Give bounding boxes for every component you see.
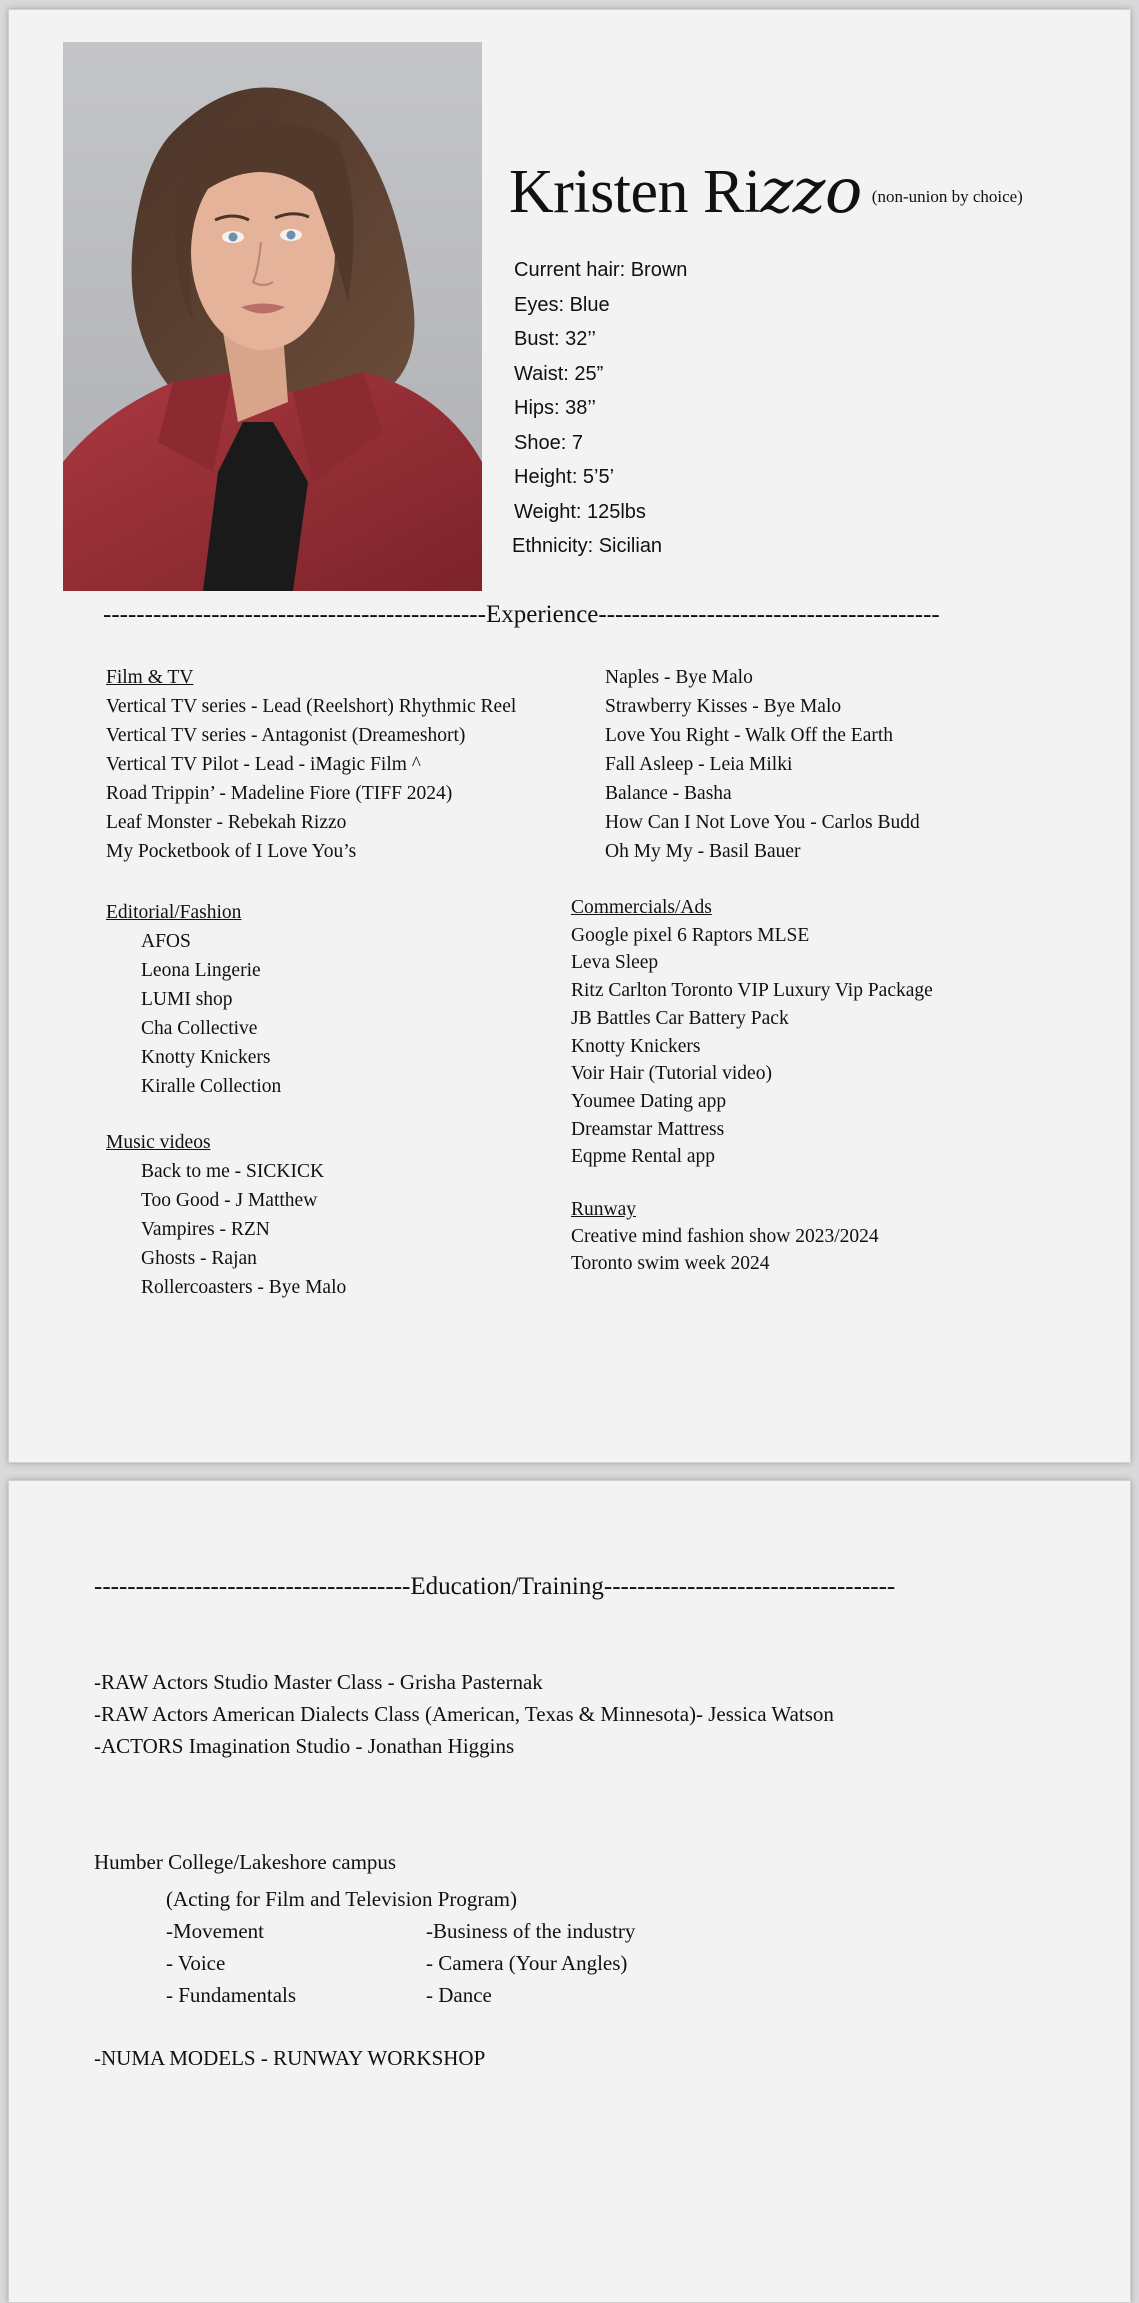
list-item: - Fundamentals [166, 1983, 297, 2007]
list-item: -Business of the industry [426, 1919, 636, 1943]
commercials-section [571, 894, 933, 1171]
humber-college-name: Humber College/Lakeshore campus [94, 1850, 397, 1874]
list-item: Vampires - RZN [141, 1219, 270, 1240]
list-item: Voir Hair (Tutorial video) [571, 1063, 772, 1085]
stat-bust: Bust: 32’’ [514, 328, 596, 350]
list-item: Dreamstar Mattress [571, 1118, 725, 1140]
stat-eyes: Eyes: Blue [514, 293, 610, 316]
numa-workshop [94, 2042, 485, 2074]
list-item: Google pixel 6 Raptors MLSE [571, 924, 810, 946]
list-item: Strawberry Kisses - Bye Malo [605, 696, 842, 717]
list-item: Ghosts - Rajan [141, 1248, 257, 1269]
list-item: Vertical TV series - Antagonist (Dreameshort) [106, 725, 466, 746]
list-item: How Can I Not Love You - Carlos Budd [605, 812, 920, 833]
list-item: -ACTORS Imagination Studio - Jonathan Higgins [94, 1734, 515, 1758]
editorial-section [106, 898, 281, 1101]
list-item: JB Battles Car Battery Pack [571, 1007, 789, 1029]
list-item: Road Trippin’ - Madeline Fiore (TIFF 2024) [106, 783, 453, 804]
list-item: AFOS [141, 931, 191, 952]
list-item: - Camera (Your Angles) [426, 1951, 628, 1975]
runway-heading: Runway [571, 1199, 636, 1220]
experience-divider: ----------------------------------------------Experience----------------------------------------- [103, 601, 940, 628]
list-item: -RAW Actors Studio Master Class - Grisha Pasternak [94, 1670, 543, 1694]
numa-line: -NUMA MODELS - RUNWAY WORKSHOP [94, 2046, 486, 2070]
list-item: Vertical TV Pilot - Lead - iMagic Film ^ [106, 754, 421, 775]
music-videos-section [106, 1128, 346, 1302]
list-item: Fall Asleep - Leia Milki [605, 754, 793, 775]
headshot-photo [63, 42, 482, 591]
union-note: (non-union by choice) [871, 187, 1023, 206]
film-tv-section [106, 663, 516, 866]
list-item: Vertical TV series - Lead (Reelshort) Rhythmic Reel [106, 696, 517, 717]
list-item: Leona Lingerie [141, 960, 261, 981]
stat-hair: Current hair: Brown [514, 259, 688, 281]
list-item: My Pocketbook of I Love You’s [106, 841, 357, 862]
humber-course-column-2 [426, 1915, 635, 2011]
headshot-illustration [63, 42, 482, 591]
list-item: Balance - Basha [605, 783, 732, 804]
film-tv-right-column [605, 663, 920, 866]
list-item: Cha Collective [141, 1018, 258, 1039]
commercials-heading: Commercials/Ads [571, 897, 712, 918]
name-heading [509, 154, 1023, 227]
candidate-name: Kristen Rizzo [509, 154, 862, 227]
list-item: -RAW Actors American Dialects Class (American, Texas & Minnesota)- Jessica Watson [94, 1702, 834, 1726]
resume-page-1 [8, 9, 1131, 1463]
list-item: Back to me - SICKICK [141, 1161, 325, 1182]
film-tv-heading: Film & TV [106, 667, 194, 688]
editorial-heading: Editorial/Fashion [106, 902, 242, 923]
stat-shoe: Shoe: 7 [514, 431, 583, 454]
list-item: Knotty Knickers [141, 1047, 271, 1068]
list-item: - Voice [166, 1951, 226, 1975]
list-item: Youmee Dating app [571, 1090, 727, 1112]
stat-hips: Hips: 38’’ [514, 397, 596, 419]
list-item: Rollercoasters - Bye Malo [141, 1277, 347, 1298]
list-item: -Movement [166, 1919, 264, 1943]
list-item: Ritz Carlton Toronto VIP Luxury Vip Package [571, 980, 933, 1002]
music-videos-heading: Music videos [106, 1132, 211, 1153]
stat-weight: Weight: 125lbs [514, 500, 646, 523]
stat-ethnicity: Ethnicity: Sicilian [512, 535, 663, 557]
stats-list [514, 253, 687, 564]
runway-section [571, 1196, 879, 1277]
list-item: Too Good - J Matthew [141, 1190, 318, 1211]
humber-subtitle [166, 1883, 517, 1915]
list-item: Knotty Knickers [571, 1035, 701, 1057]
list-item: Love You Right - Walk Off the Earth [605, 725, 894, 746]
list-item: Eqpme Rental app [571, 1146, 716, 1168]
list-item: Leva Sleep [571, 952, 659, 974]
list-item: Oh My My - Basil Bauer [605, 841, 801, 862]
humber-course-column-1 [166, 1915, 296, 2011]
list-item: Creative mind fashion show 2023/2024 [571, 1226, 879, 1247]
list-item: Toronto swim week 2024 [571, 1253, 770, 1274]
humber-title [94, 1846, 396, 1878]
list-item: Naples - Bye Malo [605, 667, 753, 688]
list-item: - Dance [426, 1983, 492, 2007]
humber-program: (Acting for Film and Television Program) [166, 1887, 518, 1911]
education-divider: --------------------------------------Education/Training----------------------------------- [94, 1573, 896, 1600]
stat-height: Height: 5’5’ [514, 466, 615, 488]
list-item: Leaf Monster - Rebekah Rizzo [106, 812, 347, 833]
list-item: Kiralle Collection [141, 1076, 282, 1097]
stat-waist: Waist: 25” [514, 362, 604, 385]
training-list [94, 1666, 834, 1762]
list-item: LUMI shop [141, 989, 233, 1010]
